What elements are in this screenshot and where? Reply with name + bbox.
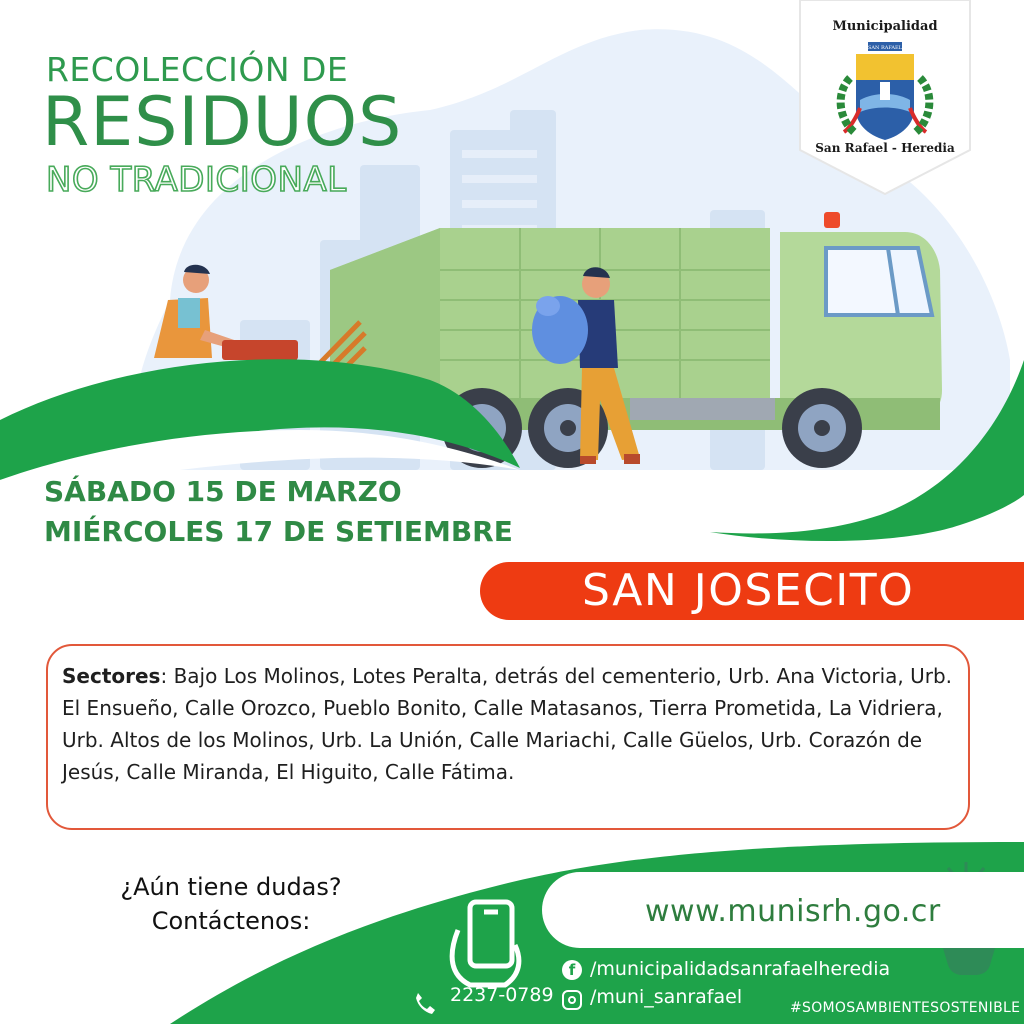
question-text: ¿Aún tiene dudas? [120, 873, 342, 901]
facebook-icon: f [562, 960, 582, 980]
facebook-handle[interactable]: /municipalidadsanrafaelheredia [590, 958, 891, 980]
date-1: SÁBADO 15 DE MARZO [44, 475, 402, 508]
website-link[interactable]: www.munisrh.go.cr [645, 894, 941, 929]
sectors-list: : Bajo Los Molinos, Lotes Peralta, detrás del cementerio, Urb. Ana Victoria, Urb. El Ensueño, Calle Orozco, Pueblo Bonito, Calle Matasanos, Tierra Prometida, La Vidriera, Urb. Altos de los Molinos, Urb. La Unión, Calle Mariachi, Calle Güelos, Urb. Corazón de Jesús, Calle Miranda, El Higuito, Calle Fátima. [62, 664, 953, 784]
instagram-handle[interactable]: /muni_sanrafael [590, 986, 743, 1008]
logo-ribbon-text: SAN RAFAEL [868, 45, 902, 51]
sectors-label: Sectores [62, 664, 161, 688]
hashtag: #SOMOSAMBIENTESOSTENIBLE [790, 1000, 1021, 1016]
municipal-logo [796, 0, 974, 196]
contact-question [96, 870, 366, 938]
sectors-text [62, 660, 962, 788]
phone-number[interactable]: 2237-0789 [450, 984, 554, 1006]
cta-text: Contáctenos: [151, 907, 311, 935]
logo-top-text: Municipalidad [832, 19, 938, 34]
instagram-icon [562, 990, 582, 1010]
headline-line-3: NO TRADICIONAL [46, 160, 347, 200]
headline-line-1: RECOLECCIÓN DE [46, 50, 349, 89]
collection-dates [44, 472, 513, 552]
location-name: SAN JOSECITO [582, 565, 915, 616]
headline-line-2: RESIDUOS [42, 83, 403, 162]
date-2: MIÉRCOLES 17 DE SETIEMBRE [44, 515, 513, 548]
logo-bottom-text: San Rafael - Heredia [815, 141, 955, 155]
